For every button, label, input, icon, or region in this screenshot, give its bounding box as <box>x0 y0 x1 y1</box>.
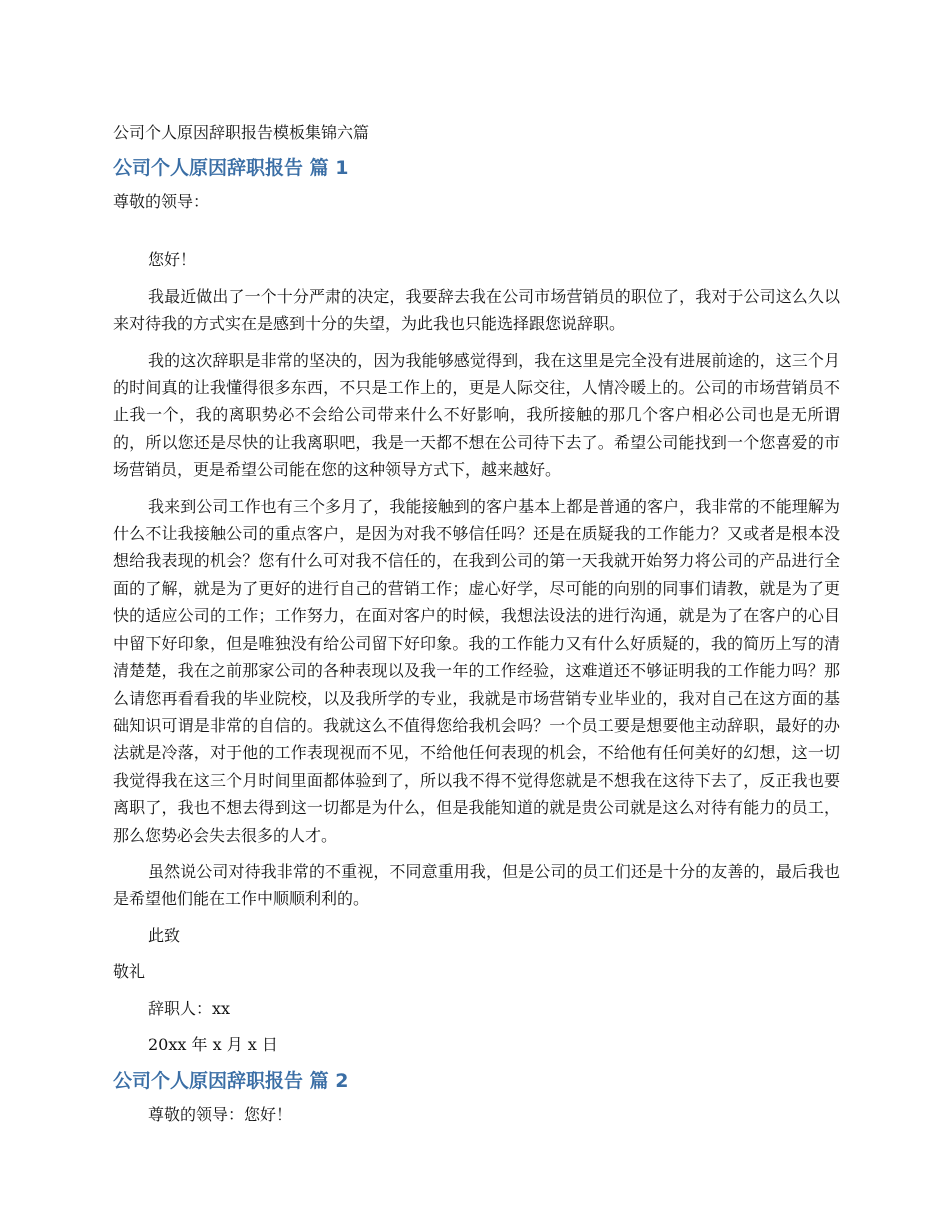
section-1-paragraph-4: 虽然说公司对待我非常的不重视，不同意重用我，但是公司的员工们还是十分的友善的，最后我也是希望他们能在工作中顺顺利利的。 <box>113 861 840 909</box>
section-1-paragraph-1: 我最近做出了一个十分严肃的决定，我要辞去我在公司市场营销员的职位了，我对于公司这么久以来对待我的方式实在是感到十分的失望，为此我也只能选择跟您说辞职。 <box>113 286 840 334</box>
section-2-heading: 公司个人原因辞职报告 篇 2 <box>113 1070 349 1093</box>
section-1-date: 20xx 年 x 月 x 日 <box>148 1034 278 1054</box>
blank-line <box>113 224 840 246</box>
section-2-salutation: 尊敬的领导：您好！ <box>148 1105 293 1125</box>
section-1-paragraph-3: 我来到公司工作也有三个多月了，我能接触到的客户基本上都是普通的客户，我非常的不能理解为什么不让我接触公司的重点客户，是因为对我不够信任吗？还是在质疑我的工作能力？又或者是根本没想给我表现的机会？您有什么可对我不信任的，在我到公司的第一天我就开始努力将公司的产品进行全面的了解，就是为了更好的进行自己的营销工作；虚心好学，尽可能的向别的同事们请教，就是为了更快的适应公司的工作；工作努力，在面对客户的时候，我想法设法的进行沟通，就是为了在客户的心目中留下好印象，但是唯独没有给公司留下好印象。我的工作能力又有什么好质疑的，我的简历上写的清清楚楚，我在之前那家公司的各种表现以及我一年的工作经验，这难道还不够证明我的工作能力吗？那么请您再看看我的毕业院校，以及我所学的专业，我就是市场营销专业毕业的，我对自己在这方面的基础知识可谓是非常的自信的。我就这么不值得您给我机会吗？一个员工要是想要他主动辞职，最好的办法就是冷落，对于他的工作表现视而不见，不给他任何表现的机会，不给他有任何美好的幻想，这一切我觉得我在这三个月时间里面都体验到了，所以我不得不觉得您就是不想我在这待下去了，反正我也要离职了，我也不想去得到这一切都是为什么，但是我能知道的就是贵公司就是这么对待有能力的员工，那么您势必会失去很多的人才。 <box>113 496 840 845</box>
section-1-heading: 公司个人原因辞职报告 篇 1 <box>113 157 349 179</box>
section-1-closing-1: 此致 <box>148 925 181 945</box>
section-1-greeting: 您好！ <box>148 250 197 270</box>
section-1-closing-2: 敬礼 <box>113 962 146 982</box>
document-page <box>113 120 840 1138</box>
section-1-paragraph-2: 我的这次辞职是非常的坚决的，因为我能够感觉得到，我在这里是完全没有进展前途的，这三个月的时间真的让我懂得很多东西，不只是工作上的，更是人际交往，人情冷暖上的。公司的市场营销员不止我一个，我的离职势必不会给公司带来什么不好影响，我所接触的那几个客户相必公司也是无所谓的，所以您还是尽快的让我离职吧，我是一天都不想在公司待下去了。希望公司能找到一个您喜爱的市场营销员，更是希望公司能在您的这种领导方式下，越来越好。 <box>113 350 840 480</box>
document-title: 公司个人原因辞职报告模板集锦六篇 <box>113 123 370 142</box>
section-1-salutation: 尊敬的领导： <box>113 192 210 211</box>
section-1-signature: 辞职人：xx <box>148 998 231 1018</box>
